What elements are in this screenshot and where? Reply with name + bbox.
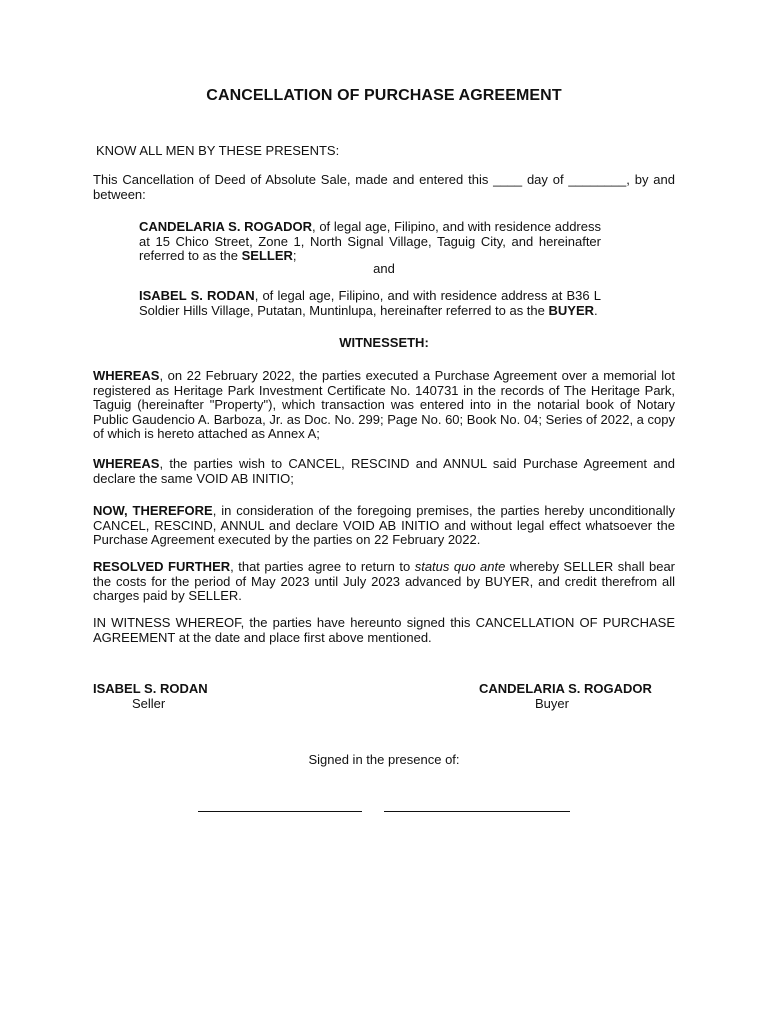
resolved-text-2: whereby SELLER shall bear the costs for the period of May 2023 until July 2023 advanced by BUYER, and credit therefrom all charges paid by SELLER. — [93, 559, 676, 604]
resolved-lead: RESOLVED FURTHER — [93, 559, 231, 574]
party-seller-paragraph — [139, 220, 601, 264]
whereas-paragraph-1 — [93, 369, 675, 442]
and-connector: and — [373, 261, 395, 276]
seller-details: , of legal age, Filipino, and with residence address at 15 Chico Street, Zone 1, North Signal Village, Taguig City, and hereinafter referred to as the — [139, 219, 601, 264]
whereas-paragraph-2 — [93, 457, 675, 486]
right-signatory-name: CANDELARIA S. ROGADOR — [479, 681, 652, 696]
resolved-italic: status quo ante — [414, 559, 506, 574]
whereas-2-lead: WHEREAS — [93, 456, 160, 471]
in-witness-paragraph: IN WITNESS WHEREOF, the parties have hereunto signed this CANCELLATION OF PURCHASE AGREEMENT at the date and place first above mentioned. — [93, 615, 675, 645]
intro-paragraph: This Cancellation of Deed of Absolute Sale, made and entered this ____ day of ________, by and between: — [93, 172, 675, 202]
buyer-details: , of legal age, Filipino, and with residence address at B36 L Soldier Hills Village, Putatan, Muntinlupa, hereinafter referred to as the — [139, 288, 601, 318]
resolved-text-1: , that parties agree to return to — [230, 559, 415, 574]
seller-role: SELLER — [241, 248, 293, 264]
seller-name: CANDELARIA S. ROGADOR — [139, 219, 313, 234]
witnesseth-heading: WITNESSETH: — [339, 335, 429, 350]
now-therefore-lead: NOW, THEREFORE — [93, 503, 213, 518]
witness-signature-line-left — [198, 811, 362, 812]
witness-signature-line-right — [384, 811, 570, 812]
right-signatory-role: Buyer — [535, 696, 569, 711]
presence-line: Signed in the presence of: — [308, 752, 460, 767]
whereas-1-lead: WHEREAS — [93, 368, 160, 383]
buyer-role: BUYER — [548, 302, 595, 318]
whereas-1-text: , on 22 February 2022, the parties executed a Purchase Agreement over a memorial lot registered as Heritage Park Investment Certificate No. 140731 in the records of The Heritage Park, Taguig (hereinafter "Property"), which transaction was entered into in the notarial book of Notary Public Gaudencio A. Barboza, Jr. as Doc. No. 299; Page No. 60; Book No. 04; Series of 2022, a copy of which is hereto attached as Annex A; — [93, 368, 675, 442]
buyer-name: ISABEL S. RODAN — [139, 288, 255, 303]
now-therefore-paragraph — [93, 504, 675, 548]
seller-terminator: ; — [292, 248, 297, 264]
opening-line: KNOW ALL MEN BY THESE PRESENTS: — [96, 143, 340, 158]
left-signatory-role: Seller — [132, 696, 166, 711]
document-title: CANCELLATION OF PURCHASE AGREEMENT — [206, 87, 562, 104]
now-therefore-text: , in consideration of the foregoing premises, the parties hereby unconditionally CANCEL, RESCIND, ANNUL and declare VOID AB INITIO and without legal effect whatsoever the Purchase Agreement executed by the parties on 22 February 2022. — [93, 503, 675, 548]
buyer-terminator: . — [594, 302, 598, 318]
party-buyer-paragraph — [139, 289, 601, 318]
whereas-2-text: , the parties wish to CANCEL, RESCIND and ANNUL said Purchase Agreement and declare the same VOID AB INITIO; — [93, 456, 675, 486]
left-signatory-name: ISABEL S. RODAN — [93, 681, 208, 696]
resolved-further-paragraph — [93, 560, 675, 604]
